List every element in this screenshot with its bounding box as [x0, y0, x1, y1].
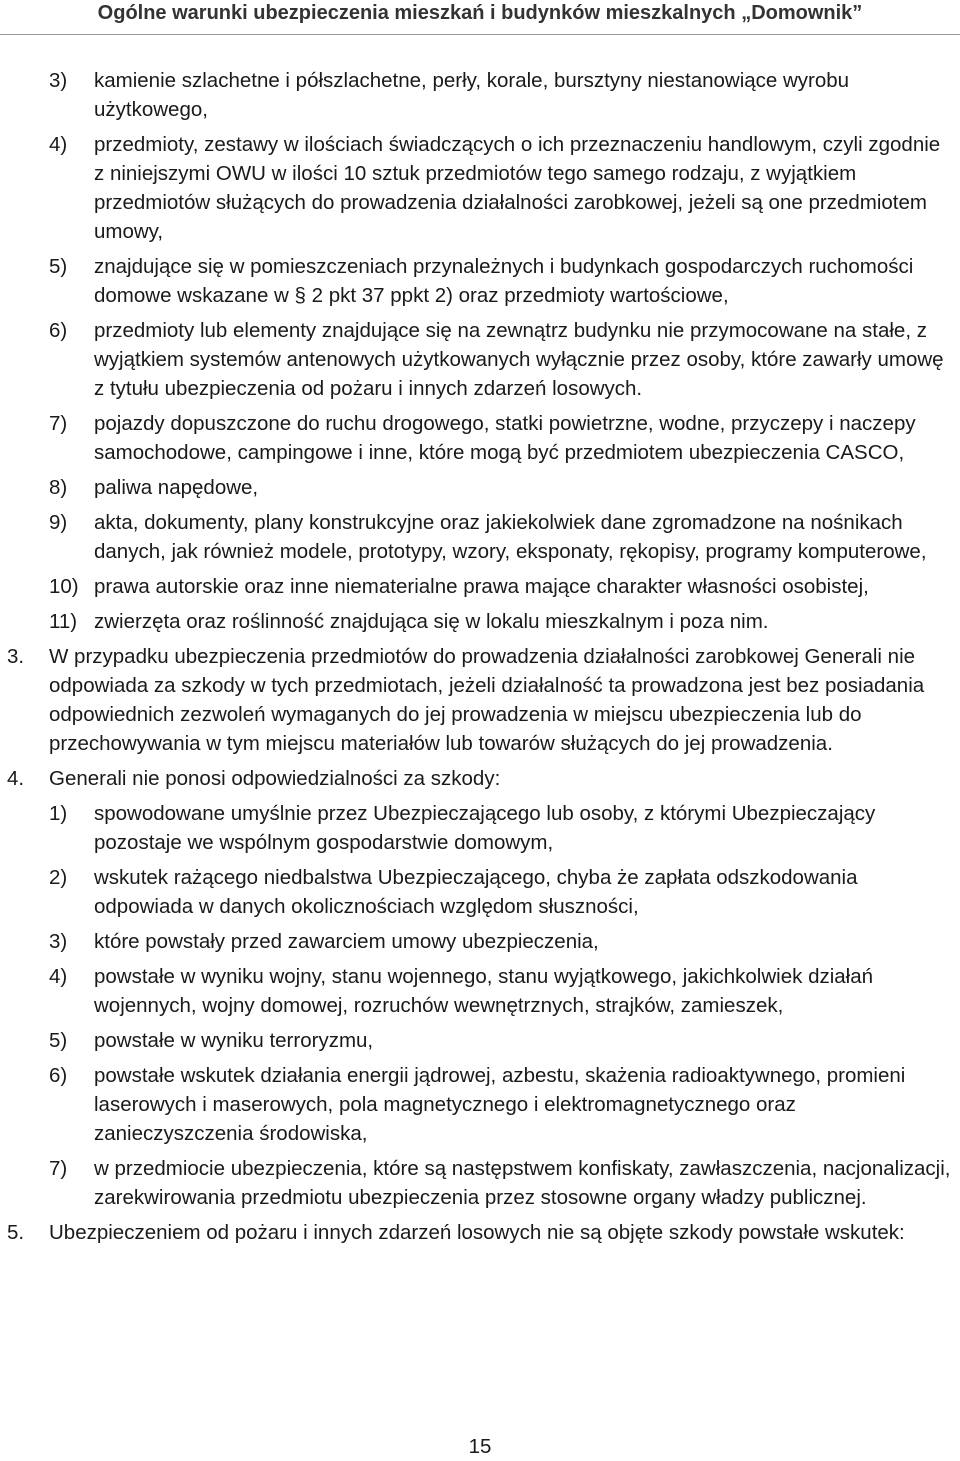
list-item [0, 130, 960, 246]
section-number: 4. [7, 767, 25, 790]
list-item [0, 572, 960, 601]
item-number: 11) [49, 610, 78, 633]
item-number: 5) [49, 1029, 68, 1052]
item-number: 6) [49, 319, 68, 342]
item-number: 5) [49, 255, 68, 278]
item-number: 6) [49, 1064, 68, 1087]
page-number: 15 [468, 1435, 492, 1458]
item-text: akta, dokumenty, plany konstrukcyjne oraz jakiekolwiek dane zgromadzone na nośnikach danych, jak również modele, prototypy, wzory, eksponaty, rękopisy, programy komputerowe, [94, 511, 927, 563]
list-item [0, 962, 960, 1020]
item-text: przedmioty, zestawy w ilościach świadczących o ich przeznaczeniu handlowym, czyli zgodnie z niniejszymi OWU w ilości 10 sztuk przedmiotów tego samego rodzaju, z wyjątkiem przedmiotów służących do prowadzenia działalności zarobkowej, jeżeli są one przedmiotem umowy, [94, 133, 941, 243]
list-item [0, 316, 960, 403]
exclusion-list-a [0, 66, 960, 636]
list-item [0, 252, 960, 310]
item-number: 4) [49, 965, 68, 988]
section-number: 5. [7, 1221, 25, 1244]
item-number: 7) [49, 1157, 68, 1180]
list-item [0, 863, 960, 921]
section-text: Generali nie ponosi odpowiedzialności za szkody: [49, 767, 501, 790]
section-3-paragraph [0, 642, 960, 758]
item-text: w przedmiocie ubezpieczenia, które są następstwem konfiskaty, zawłaszczenia, nacjonalizacji, zarekwirowania przedmiotu ubezpieczenia przez stosowne organy władzy publicznej. [94, 1157, 951, 1209]
item-text: zwierzęta oraz roślinność znajdująca się w lokalu mieszkalnym i poza nim. [94, 610, 769, 633]
item-text: które powstały przed zawarciem umowy ubezpieczenia, [94, 930, 599, 953]
document-body [0, 66, 960, 1253]
item-text: wskutek rażącego niedbalstwa Ubezpieczającego, chyba że zapłata odszkodowania odpowiada w danych okolicznościach względom słuszności, [94, 866, 858, 918]
list-item [0, 473, 960, 502]
item-number: 9) [49, 511, 68, 534]
list-item [0, 927, 960, 956]
item-text: powstałe w wyniku terroryzmu, [94, 1029, 374, 1052]
item-text: znajdujące się w pomieszczeniach przynależnych i budynkach gospodarczych ruchomości domowe wskazane w § 2 pkt 37 ppkt 2) oraz przedmioty wartościowe, [94, 255, 914, 307]
item-number: 10) [49, 575, 79, 598]
exclusion-list-b [0, 799, 960, 1212]
list-item [0, 607, 960, 636]
list-item [0, 1154, 960, 1212]
list-item [0, 66, 960, 124]
section-text: W przypadku ubezpieczenia przedmiotów do prowadzenia działalności zarobkowej Generali nie odpowiada za szkody w tych przedmiotach, jeżeli działalność ta prowadzona jest bez posiadania odpowiednich zezwoleń wymaganych do jej prowadzenia w miejscu ubezpieczenia lub do przechowywania w tym miejscu materiałów lub towarów służących do jej prowadzenia. [49, 645, 925, 755]
item-number: 7) [49, 412, 68, 435]
item-text: powstałe w wyniku wojny, stanu wojennego, stanu wyjątkowego, jakichkolwiek działań wojennych, wojny domowej, rozruchów wewnętrznych, strajków, zamieszek, [94, 965, 874, 1017]
list-item [0, 1061, 960, 1148]
item-number: 3) [49, 69, 68, 92]
item-text: powstałe wskutek działania energii jądrowej, azbestu, skażenia radioaktywnego, promieni laserowych i maserowych, pola magnetycznego i elektromagnetycznego oraz zanieczyszczenia środowiska, [94, 1064, 906, 1145]
section-text: Ubezpieczeniem od pożaru i innych zdarzeń losowych nie są objęte szkody powstałe wskutek: [49, 1221, 905, 1244]
item-number: 1) [49, 802, 68, 825]
item-text: przedmioty lub elementy znajdujące się na zewnątrz budynku nie przymocowane na stałe, z wyjątkiem systemów antenowych użytkowanych wyłącznie przez osoby, które zawarły umowę z tytułu ubezpieczenia od pożaru i innych zdarzeń losowych. [94, 319, 944, 400]
item-text: kamienie szlachetne i półszlachetne, perły, korale, bursztyny niestanowiące wyrobu użytkowego, [94, 69, 850, 121]
section-4-paragraph [0, 764, 960, 793]
list-item [0, 409, 960, 467]
item-text: spowodowane umyślnie przez Ubezpieczającego lub osoby, z którymi Ubezpieczający pozostaje we wspólnym gospodarstwie domowym, [94, 802, 876, 854]
item-number: 4) [49, 133, 68, 156]
section-number: 3. [7, 645, 25, 668]
document-header: Ogólne warunki ubezpieczenia mieszkań i budynków mieszkalnych „Domownik” [97, 2, 863, 24]
item-number: 2) [49, 866, 68, 889]
header-divider [0, 34, 960, 35]
item-number: 3) [49, 930, 68, 953]
item-text: prawa autorskie oraz inne niematerialne prawa mające charakter własności osobistej, [94, 575, 869, 598]
list-item [0, 799, 960, 857]
item-text: pojazdy dopuszczone do ruchu drogowego, statki powietrzne, wodne, przyczepy i naczepy samochodowe, campingowe i inne, które mogą być przedmiotem ubezpieczenia CASCO, [94, 412, 916, 464]
section-5-paragraph [0, 1218, 960, 1247]
item-text: paliwa napędowe, [94, 476, 259, 499]
list-item [0, 1026, 960, 1055]
item-number: 8) [49, 476, 68, 499]
list-item [0, 508, 960, 566]
